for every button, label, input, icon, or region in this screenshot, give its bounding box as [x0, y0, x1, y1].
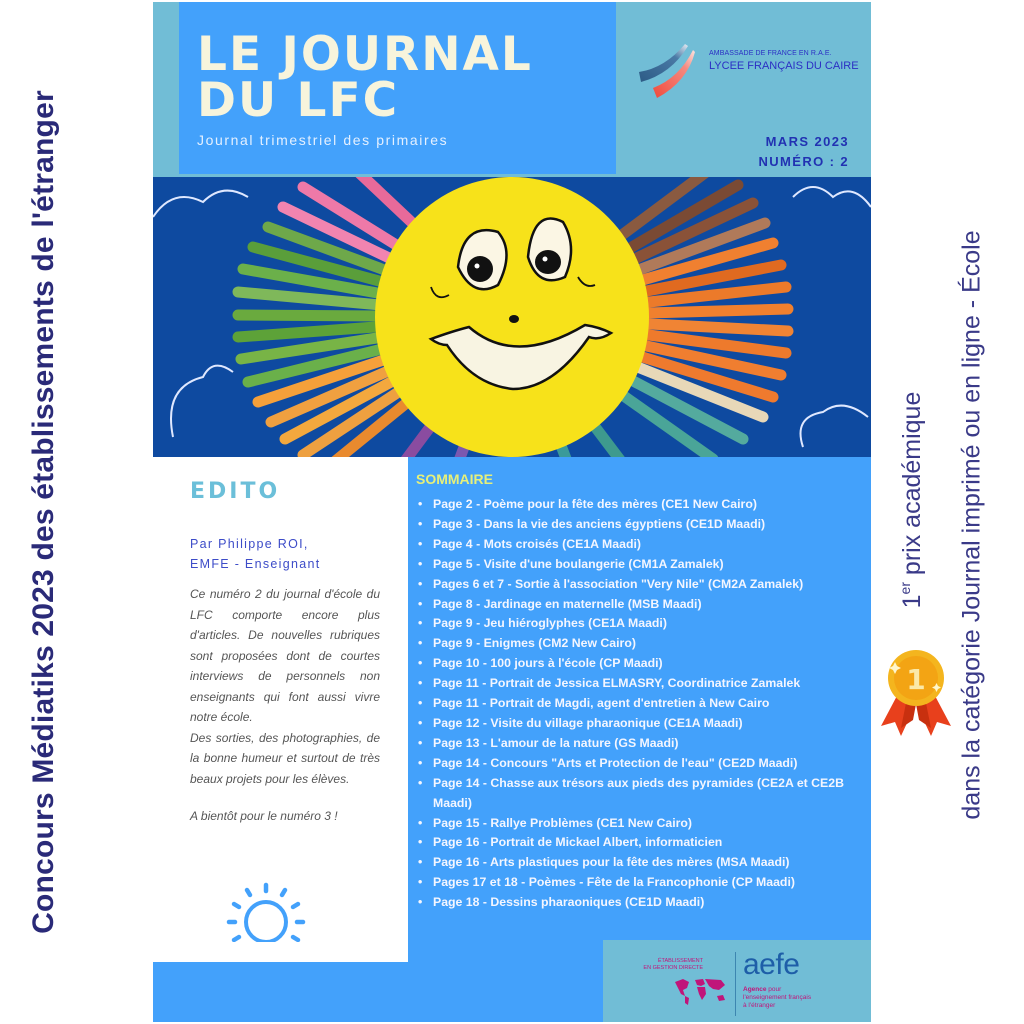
journal-subtitle: Journal trimestriel des primaires [197, 132, 449, 148]
toc-item: • Pages 17 et 18 - Poèmes - Fête de la Francophonie (CP Maadi) [416, 873, 861, 893]
toc-item: • Page 8 - Jardinage en maternelle (MSB Maadi) [416, 595, 861, 615]
cover-photo [153, 177, 871, 459]
toc-item: • Page 18 - Dessins pharaoniques (CE1D Maadi) [416, 893, 861, 913]
issue-date: MARS 2023 [765, 134, 849, 149]
school-logo-block [633, 42, 871, 102]
author-name: Par Philippe ROI, [190, 537, 309, 551]
title-line-2: DU LFC [197, 73, 400, 128]
toc-item: • Page 12 - Visite du village pharaonique (CE1A Maadi) [416, 714, 861, 734]
toc-item: • Page 13 - L'amour de la nature (GS Maadi) [416, 734, 861, 754]
toc-item: • Page 9 - Enigmes (CM2 New Cairo) [416, 634, 861, 654]
edito-paragraph: Ce numéro 2 du journal d'école du LFC comporte encore plus d'articles. De nouvelles rubriques sont proposées dont de courtes interviews de personnels non enseignants qui font aussi vivre notre école. [190, 587, 380, 724]
embassy-label: AMBASSADE DE FRANCE EN R.A.E. [709, 50, 832, 57]
aefe-tagline [743, 986, 863, 1010]
award-label: prix académique [898, 391, 926, 583]
edito-paragraph: Des sorties, des photographies, de la bonne humeur et surtout de très beaux projets pour les élèves. [190, 730, 380, 786]
award-category: dans la catégorie Journal imprimé ou en ligne - École [957, 230, 986, 820]
toc-item: • Page 4 - Mots croisés (CE1A Maadi) [416, 535, 861, 555]
toc-title: SOMMAIRE [416, 471, 493, 487]
author-role: EMFE - Enseignant [190, 557, 321, 571]
aefe-tagline-line-2: l'enseignement français [743, 994, 812, 1001]
aefe-tagline-line-3: à l'étranger [743, 1002, 776, 1009]
aefe-status-line-2: EN GESTION DIRECTE [643, 965, 703, 971]
toc-item: • Page 11 - Portrait de Jessica ELMASRY, Coordinatrice Zamalek [416, 674, 861, 694]
svg-text:1: 1 [906, 663, 926, 696]
toc-item: • Page 16 - Portrait de Mickael Albert, informaticien [416, 833, 861, 853]
toc-item: • Page 10 - 100 jours à l'école (CP Maadi) [416, 654, 861, 674]
contest-caption: Concours Médiatiks 2023 des établissements de l'étranger [27, 90, 60, 934]
table-of-contents [408, 457, 871, 942]
toc-item: • Page 11 - Portrait de Magdi, agent d'entretien à New Cairo [416, 694, 861, 714]
aefe-status-label [623, 958, 703, 972]
title-line-1: LE JOURNAL [197, 27, 533, 82]
issue-number: NUMÉRO : 2 [758, 154, 849, 169]
aefe-tagline-rest: pour [766, 986, 782, 993]
issue-info [758, 132, 849, 172]
aefe-tagline-bold: Agence [743, 986, 767, 993]
toc-item: • Page 16 - Arts plastiques pour la fête des mères (MSA Maadi) [416, 853, 861, 873]
aefe-status-line-1: ÉTABLISSEMENT [657, 958, 703, 964]
journal-cover [153, 2, 871, 1022]
edito-bottom-extension [153, 942, 408, 962]
french-embassy-logo-icon [635, 42, 695, 100]
toc-item: • Pages 6 et 7 - Sortie à l'association "Very Nile" (CM2A Zamalek) [416, 575, 861, 595]
edito-closing: A bientôt pour le numéro 3 ! [190, 809, 338, 823]
toc-item: • Page 2 - Poème pour la fête des mères (CE1 New Cairo) [416, 495, 861, 515]
aefe-wordmark: aefe [743, 948, 800, 981]
school-name: LYCEE FRANÇAIS DU CAIRE [709, 60, 859, 72]
aefe-divider [735, 952, 736, 1016]
toc-item: • Page 3 - Dans la vie des anciens égyptiens (CE1D Maadi) [416, 515, 861, 535]
toc-item: • Page 15 - Rallye Problèmes (CE1 New Cairo) [416, 814, 861, 834]
edito-body [190, 584, 380, 789]
toc-item: • Page 5 - Visite d'une boulangerie (CM1A Zamalek) [416, 555, 861, 575]
toc-item: • Page 14 - Chasse aux trésors aux pieds des pyramides (CE2A et CE2B Maadi) [416, 774, 861, 814]
award-caption [897, 392, 927, 609]
award-rank: 1 [898, 594, 926, 609]
smiling-sun-artwork [153, 177, 871, 459]
edito-author [190, 534, 380, 574]
toc-item: • Page 9 - Jeu hiéroglyphes (CE1A Maadi) [416, 614, 861, 634]
edito-title: EDITO [190, 479, 281, 504]
toc-item: • Page 14 - Concours "Arts et Protection de l'eau" (CE2D Maadi) [416, 754, 861, 774]
aefe-logo-block [603, 940, 871, 1022]
gold-medal-icon [877, 648, 955, 740]
world-map-icon [673, 976, 729, 1006]
title-block [179, 2, 616, 174]
edito-section [153, 457, 408, 962]
award-rank-suffix: er [897, 582, 913, 595]
journal-title [197, 27, 616, 128]
toc-list [416, 495, 861, 913]
